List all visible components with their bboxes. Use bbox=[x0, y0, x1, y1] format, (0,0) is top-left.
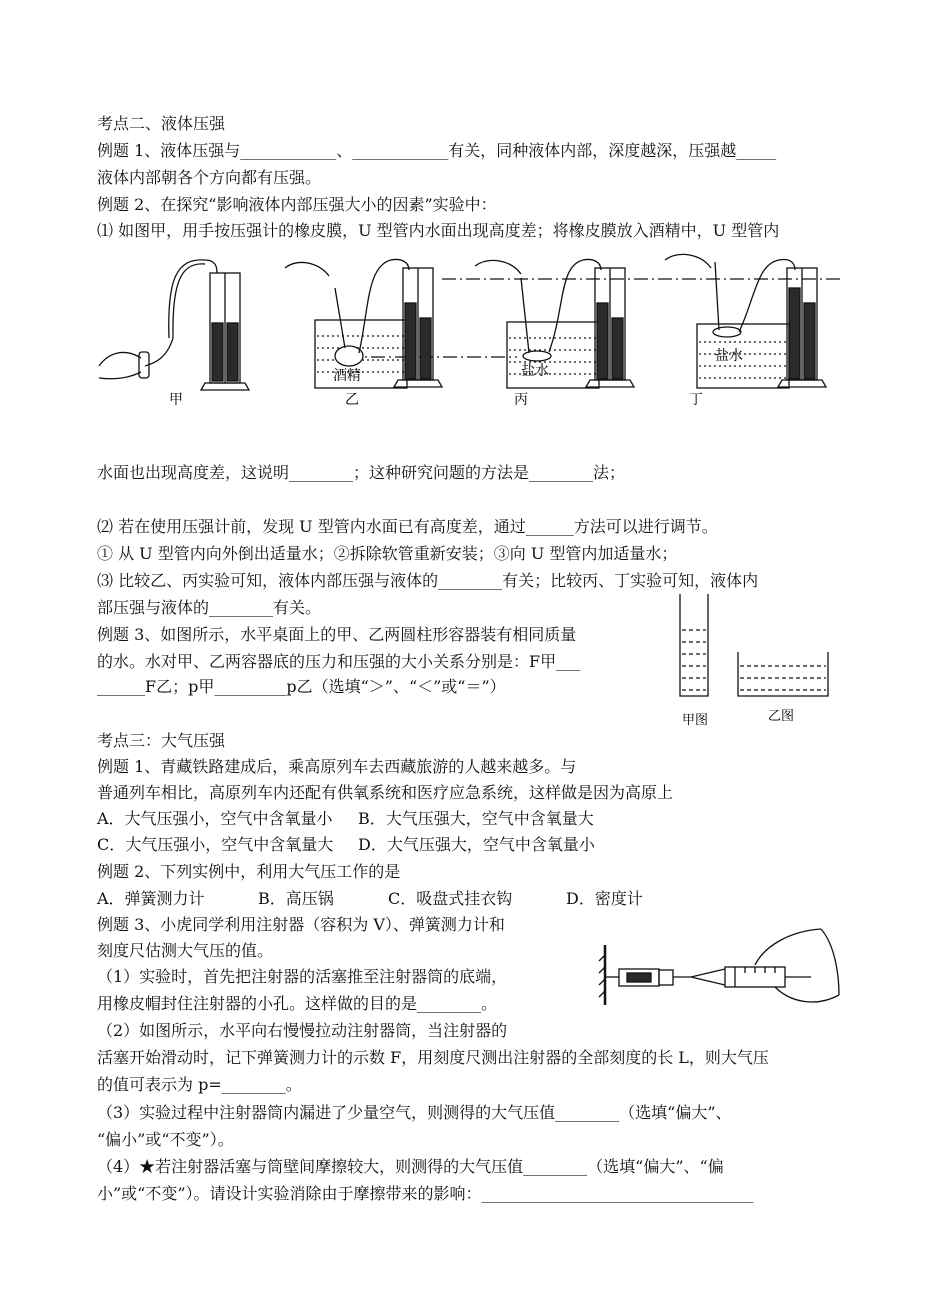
s3-example2-title: 例题 2、下列实例中，利用大气压工作的是 bbox=[97, 862, 401, 881]
s3-q2-line1: （2）如图所示，水平向右慢慢拉动注射器筒，当注射器的 bbox=[97, 1021, 508, 1040]
s2-example2-q1-cont: 水面也出现高度差，这说明________；这种研究问题的方法是________法； bbox=[97, 463, 626, 482]
s2-example2-q1: ⑴ 如图甲，用手按压强计的橡皮膜，U 型管内水面出现高度差；将橡皮膜放入酒精中，U 型管内 bbox=[97, 221, 780, 240]
u-tube-gauge-ding bbox=[665, 254, 826, 388]
hand-icon bbox=[475, 260, 521, 274]
s2-example2-q3-line2: 部压强与液体的________有关。 bbox=[97, 598, 322, 617]
caption-ding: 丁 bbox=[689, 392, 703, 408]
s3-e1-option-c: C．大气压强小，空气中含氧量大 bbox=[97, 835, 334, 854]
pressure-gauge-figure bbox=[97, 248, 857, 413]
s3-e1-option-b: B．大气压强大，空气中含氧量大 bbox=[358, 809, 594, 828]
containers-figure bbox=[670, 590, 860, 735]
caption-jia: 甲 bbox=[169, 392, 183, 408]
hand-icon bbox=[285, 262, 329, 276]
caption-jia-tu: 甲图 bbox=[682, 713, 709, 728]
syringe-figure bbox=[595, 925, 845, 1020]
s2-example3-line3: ______F乙；p甲_________p乙（选填“＞”、“＜”或“＝”） bbox=[97, 677, 506, 696]
s3-e2-option-a: A．弹簧测力计 bbox=[97, 889, 205, 908]
hand-icon bbox=[665, 254, 711, 268]
section3-heading: 考点三：大气压强 bbox=[97, 731, 226, 750]
s2-example2-q2: ⑵ 若在使用压强计前，发现 U 型管内水面已有高度差，通过______方法可以进行调节。 bbox=[97, 517, 718, 536]
s2-example1-line1: 例题 1、液体压强与____________、____________有关，同种液体内部，深度越深，压强越_____ bbox=[97, 141, 777, 160]
s3-e2-option-b: B．高压锅 bbox=[258, 889, 334, 908]
s3-example3-line1: 例题 3、小虎同学利用注射器（容积为 V）、弹簧测力计和 bbox=[97, 915, 505, 934]
spring-scale-icon bbox=[619, 969, 673, 986]
label-brine-bing: 盐水 bbox=[521, 363, 549, 379]
label-alcohol: 酒精 bbox=[333, 368, 361, 384]
caption-bing: 丙 bbox=[514, 392, 528, 408]
s3-q2-line2: 活塞开始滑动时，记下弹簧测力计的示数 F，用刻度尺测出注射器的全部刻度的长 L，则大气压 bbox=[97, 1048, 769, 1067]
u-tube-gauge-yi bbox=[285, 259, 442, 388]
s3-q2-line3: 的值可表示为 p=________。 bbox=[97, 1075, 302, 1094]
s3-e2-option-d: D．密度计 bbox=[566, 889, 643, 908]
s3-e1-option-d: D．大气压强大，空气中含氧量小 bbox=[358, 835, 595, 854]
s3-q1-line2: 用橡皮帽封住注射器的小孔。这样做的目的是________。 bbox=[97, 994, 498, 1013]
s3-q4-line1: （4）★若注射器活塞与筒壁间摩擦较大，则测得的大气压值________（选填“偏大”、“偏 bbox=[97, 1157, 724, 1176]
container-jia bbox=[680, 594, 708, 696]
s2-example2-q2-options: ① 从 U 型管内向外倒出适量水；②拆除软管重新安装；③向 U 型管内加适量水； bbox=[97, 544, 678, 563]
s3-q3-line1: （3）实验过程中注射器筒内漏进了少量空气，则测得的大气压值________（选填“偏大”、 bbox=[97, 1103, 732, 1122]
s3-e2-option-c: C．吸盘式挂衣钩 bbox=[388, 889, 513, 908]
s3-e1-option-a: A．大气压强小，空气中含氧量小 bbox=[97, 809, 333, 828]
label-brine-ding: 盐水 bbox=[715, 348, 743, 364]
hand-icon bbox=[99, 352, 141, 378]
hand-icon bbox=[755, 929, 839, 1002]
u-tube-gauge-jia bbox=[99, 260, 249, 390]
caption-yi: 乙 bbox=[345, 392, 359, 408]
syringe-icon bbox=[725, 967, 811, 987]
s2-example1-line2: 液体内部朝各个方向都有压强。 bbox=[97, 168, 322, 187]
s3-q4-line2: 小”或“不变”）。请设计实验消除由于摩擦带来的影响：__________________________________ bbox=[97, 1184, 754, 1203]
s3-q3-line2: “偏小”或“不变”）。 bbox=[97, 1130, 234, 1149]
container-yi bbox=[738, 652, 828, 696]
s3-example1-line2: 普通列车相比，高原列车内还配有供氧系统和医疗应急系统，这样做是因为高原上 bbox=[97, 783, 674, 802]
s3-example3-line2: 刻度尺估测大气压的值。 bbox=[97, 941, 274, 960]
s3-q1-line1: （1）实验时，首先把注射器的活塞推至注射器筒的底端， bbox=[97, 967, 508, 986]
s2-example3-line2: 的水。水对甲、乙两容器底的压力和压强的大小关系分别是：F甲___ bbox=[97, 652, 581, 671]
s2-example2-q3-line1: ⑶ 比较乙、丙实验可知，液体内部压强与液体的________有关；比较丙、丁实验可知，液体内 bbox=[97, 571, 759, 590]
section2-heading: 考点二、液体压强 bbox=[97, 114, 226, 133]
caption-yi-tu: 乙图 bbox=[768, 709, 795, 724]
s3-example1-line1: 例题 1、青藏铁路建成后，乘高原列车去西藏旅游的人越来越多。与 bbox=[97, 757, 577, 776]
s2-example2-title: 例题 2、在探究“影响液体内部压强大小的因素”实验中： bbox=[97, 195, 497, 214]
s2-example3-line1: 例题 3、如图所示，水平桌面上的甲、乙两圆柱形容器装有相同质量 bbox=[97, 625, 577, 644]
